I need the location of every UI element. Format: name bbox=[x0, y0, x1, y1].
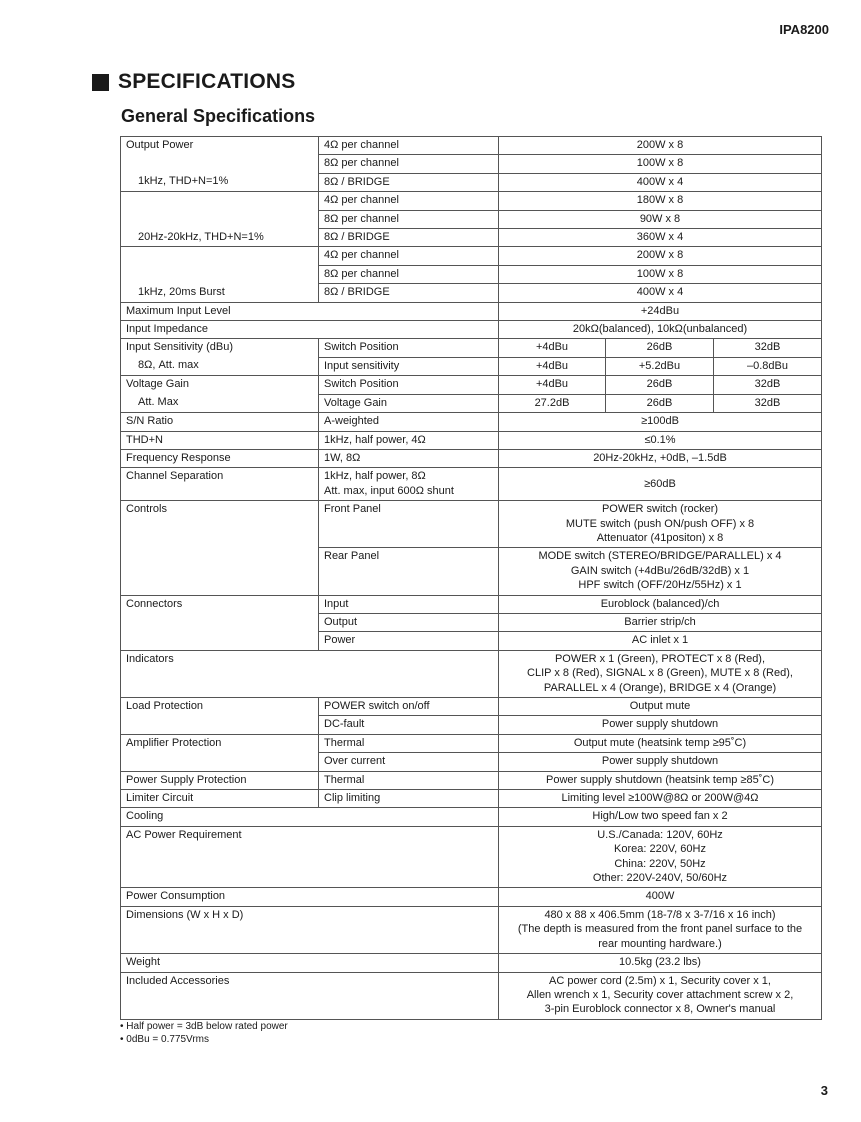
table-row bbox=[121, 339, 822, 357]
spec-value bbox=[499, 501, 822, 548]
table-row bbox=[121, 431, 822, 449]
table-row bbox=[121, 210, 822, 228]
spec-value: ≥100dB bbox=[499, 413, 822, 431]
table-row bbox=[121, 284, 822, 302]
table-row bbox=[121, 888, 822, 906]
spec-value: High/Low two speed fan x 2 bbox=[499, 808, 822, 826]
table-row bbox=[121, 790, 822, 808]
spec-value: 32dB bbox=[714, 376, 822, 394]
spec-value: +4dBu bbox=[499, 357, 606, 375]
spec-value: Output mute bbox=[499, 698, 822, 716]
spec-param: 8Ω / BRIDGE bbox=[319, 173, 499, 191]
spec-param: Switch Position bbox=[319, 339, 499, 357]
spec-param: Over current bbox=[319, 753, 499, 771]
spec-value: Power supply shutdown (heatsink temp ≥85˚C) bbox=[499, 771, 822, 789]
spec-param: 8Ω / BRIDGE bbox=[319, 284, 499, 302]
spec-param: Voltage Gain bbox=[319, 394, 499, 412]
table-row bbox=[121, 650, 822, 697]
spec-value-line: U.S./Canada: 120V, 60Hz bbox=[597, 828, 723, 841]
table-row bbox=[121, 954, 822, 972]
spec-value: 32dB bbox=[714, 339, 822, 357]
spec-label: Cooling bbox=[121, 808, 499, 826]
spec-value: 26dB bbox=[606, 339, 714, 357]
spec-value: Power supply shutdown bbox=[499, 753, 822, 771]
spec-value: 20kΩ(balanced), 10kΩ(unbalanced) bbox=[499, 321, 822, 339]
table-row bbox=[121, 771, 822, 789]
spec-value bbox=[499, 906, 822, 953]
spec-param: Switch Position bbox=[319, 376, 499, 394]
spec-value: +24dBu bbox=[499, 302, 822, 320]
table-row bbox=[121, 826, 822, 888]
spec-table bbox=[120, 136, 822, 1020]
spec-value-line: CLIP x 8 (Red), SIGNAL x 8 (Green), MUTE x 8 (Red), bbox=[527, 667, 793, 680]
table-row bbox=[121, 753, 822, 771]
spec-value: +4dBu bbox=[499, 339, 606, 357]
spec-label: Frequency Response bbox=[121, 449, 319, 467]
table-row bbox=[121, 357, 822, 375]
spec-value: +4dBu bbox=[499, 376, 606, 394]
section-heading bbox=[92, 70, 295, 94]
table-row bbox=[121, 716, 822, 734]
spec-label: Indicators bbox=[121, 650, 499, 697]
table-row bbox=[121, 468, 822, 501]
spec-label: Dimensions (W x H x D) bbox=[121, 906, 499, 953]
spec-label: S/N Ratio bbox=[121, 413, 319, 431]
spec-value: 100W x 8 bbox=[499, 265, 822, 283]
table-row bbox=[121, 265, 822, 283]
spec-value bbox=[499, 826, 822, 888]
spec-param: 4Ω per channel bbox=[319, 192, 499, 210]
spec-label: Output Power bbox=[121, 137, 319, 155]
table-row bbox=[121, 808, 822, 826]
spec-value-line: (The depth is measured from the front panel surface to the bbox=[517, 923, 803, 936]
spec-value: 100W x 8 bbox=[499, 155, 822, 173]
spec-param: Output bbox=[319, 613, 499, 631]
table-row bbox=[121, 173, 822, 191]
spec-value-line: MODE switch (STEREO/BRIDGE/PARALLEL) x 4 bbox=[538, 550, 782, 563]
spec-value: 400W x 4 bbox=[499, 173, 822, 191]
spec-value-line: HPF switch (OFF/20Hz/55Hz) x 1 bbox=[578, 579, 742, 592]
spec-param: Clip limiting bbox=[319, 790, 499, 808]
spec-label: Controls bbox=[121, 501, 319, 548]
spec-param: Power bbox=[319, 632, 499, 650]
footnote: • Half power = 3dB below rated power bbox=[120, 1021, 288, 1032]
spec-value-line: Korea: 220V, 60Hz bbox=[614, 843, 706, 856]
spec-label: THD+N bbox=[121, 431, 319, 449]
spec-param: 8Ω per channel bbox=[319, 210, 499, 228]
table-row bbox=[121, 972, 822, 1019]
spec-condition: Att. Max bbox=[121, 394, 319, 412]
table-row bbox=[121, 698, 822, 716]
spec-label: Voltage Gain bbox=[121, 376, 319, 394]
table-row bbox=[121, 413, 822, 431]
table-row bbox=[121, 192, 822, 210]
spec-value: ≤0.1% bbox=[499, 431, 822, 449]
spec-value: Limiting level ≥100W@8Ω or 200W@4Ω bbox=[499, 790, 822, 808]
spec-condition: 1kHz, THD+N=1% bbox=[121, 173, 319, 191]
table-row bbox=[121, 449, 822, 467]
spec-param: Input bbox=[319, 595, 499, 613]
spec-label: Amplifier Protection bbox=[121, 734, 319, 752]
spec-value: 90W x 8 bbox=[499, 210, 822, 228]
table-row bbox=[121, 734, 822, 752]
table-row bbox=[121, 632, 822, 650]
table-row bbox=[121, 394, 822, 412]
page-number: 3 bbox=[820, 1083, 828, 1098]
spec-param: Thermal bbox=[319, 771, 499, 789]
spec-value-line: 3-pin Euroblock connector x 8, Owner's manual bbox=[544, 1003, 776, 1016]
table-row bbox=[121, 548, 822, 595]
spec-param: A-weighted bbox=[319, 413, 499, 431]
spec-param: Thermal bbox=[319, 734, 499, 752]
spec-value-line: POWER x 1 (Green), PROTECT x 8 (Red), bbox=[554, 652, 766, 665]
spec-value bbox=[499, 548, 822, 595]
spec-param: 8Ω per channel bbox=[319, 265, 499, 283]
spec-value: AC inlet x 1 bbox=[499, 632, 822, 650]
spec-value-line: Attenuator (41positon) x 8 bbox=[596, 531, 724, 544]
spec-label: Input Sensitivity (dBu) bbox=[121, 339, 319, 357]
spec-value: –0.8dBu bbox=[714, 357, 822, 375]
table-row bbox=[121, 229, 822, 247]
footnotes bbox=[120, 1020, 288, 1046]
spec-value: 360W x 4 bbox=[499, 229, 822, 247]
section-bullet-square-icon bbox=[92, 74, 109, 91]
spec-label: Power Supply Protection bbox=[121, 771, 319, 789]
table-row bbox=[121, 595, 822, 613]
spec-label: Included Accessories bbox=[121, 972, 499, 1019]
spec-value: ≥60dB bbox=[499, 468, 822, 501]
spec-value-line: Other: 220V-240V, 50/60Hz bbox=[592, 872, 728, 885]
table-row bbox=[121, 613, 822, 631]
spec-value: 20Hz-20kHz, +0dB, –1.5dB bbox=[499, 449, 822, 467]
spec-param: POWER switch on/off bbox=[319, 698, 499, 716]
spec-param: Rear Panel bbox=[319, 548, 499, 595]
spec-label: Load Protection bbox=[121, 698, 319, 716]
spec-value-line: rear mounting hardware.) bbox=[598, 937, 722, 950]
spec-param: Input sensitivity bbox=[319, 357, 499, 375]
table-row bbox=[121, 302, 822, 320]
spec-label: Channel Separation bbox=[121, 468, 319, 501]
spec-value bbox=[499, 972, 822, 1019]
table-row bbox=[121, 155, 822, 173]
spec-param: DC-fault bbox=[319, 716, 499, 734]
footnote: • 0dBu = 0.775Vrms bbox=[120, 1034, 210, 1045]
spec-value-line: GAIN switch (+4dBu/26dB/32dB) x 1 bbox=[570, 564, 750, 577]
subtitle: General Specifications bbox=[121, 106, 316, 126]
spec-value: 26dB bbox=[606, 394, 714, 412]
model-number: IPA8200 bbox=[779, 22, 829, 37]
spec-value: 10.5kg (23.2 lbs) bbox=[499, 954, 822, 972]
spec-param: 4Ω per channel bbox=[319, 247, 499, 265]
spec-value: 200W x 8 bbox=[499, 137, 822, 155]
spec-param: 1kHz, half power, 4Ω bbox=[319, 431, 499, 449]
spec-value-line: Allen wrench x 1, Security cover attachment screw x 2, bbox=[526, 988, 794, 1001]
spec-label: AC Power Requirement bbox=[121, 826, 499, 888]
spec-label: Power Consumption bbox=[121, 888, 499, 906]
table-row bbox=[121, 137, 822, 155]
spec-condition: 1kHz, 20ms Burst bbox=[121, 284, 319, 302]
table-row bbox=[121, 376, 822, 394]
spec-value: Output mute (heatsink temp ≥95˚C) bbox=[499, 734, 822, 752]
spec-value: 400W x 4 bbox=[499, 284, 822, 302]
table-row bbox=[121, 321, 822, 339]
spec-value: Power supply shutdown bbox=[499, 716, 822, 734]
spec-param: 4Ω per channel bbox=[319, 137, 499, 155]
spec-param: 8Ω per channel bbox=[319, 155, 499, 173]
spec-value-line: MUTE switch (push ON/push OFF) x 8 bbox=[565, 517, 755, 530]
table-row bbox=[121, 247, 822, 265]
spec-param bbox=[319, 468, 499, 501]
spec-value: 26dB bbox=[606, 376, 714, 394]
spec-param-line: Att. max, input 600Ω shunt bbox=[324, 484, 454, 497]
spec-param: Front Panel bbox=[319, 501, 499, 548]
spec-param: 1W, 8Ω bbox=[319, 449, 499, 467]
spec-value-line: PARALLEL x 4 (Orange), BRIDGE x 4 (Orange) bbox=[543, 681, 777, 694]
spec-label: Connectors bbox=[121, 595, 319, 613]
spec-label: Limiter Circuit bbox=[121, 790, 319, 808]
spec-value-line: China: 220V, 50Hz bbox=[614, 857, 706, 870]
spec-value-line: 480 x 88 x 406.5mm (18-7/8 x 3-7/16 x 16 inch) bbox=[544, 908, 776, 921]
spec-value: 200W x 8 bbox=[499, 247, 822, 265]
spec-value-line: POWER switch (rocker) bbox=[601, 503, 719, 516]
spec-value: 400W bbox=[499, 888, 822, 906]
spec-value bbox=[499, 650, 822, 697]
spec-label: Maximum Input Level bbox=[121, 302, 499, 320]
spec-value-line: AC power cord (2.5m) x 1, Security cover x 1, bbox=[549, 974, 771, 987]
spec-condition: 20Hz-20kHz, THD+N=1% bbox=[121, 229, 319, 247]
table-row bbox=[121, 501, 822, 548]
spec-value: Euroblock (balanced)/ch bbox=[499, 595, 822, 613]
spec-condition: 8Ω, Att. max bbox=[121, 357, 319, 375]
spec-value: 32dB bbox=[714, 394, 822, 412]
spec-value: +5.2dBu bbox=[606, 357, 714, 375]
spec-param: 8Ω / BRIDGE bbox=[319, 229, 499, 247]
spec-value: Barrier strip/ch bbox=[499, 613, 822, 631]
spec-value: 27.2dB bbox=[499, 394, 606, 412]
spec-label: Weight bbox=[121, 954, 499, 972]
section-title: SPECIFICATIONS bbox=[118, 70, 296, 93]
spec-label: Input Impedance bbox=[121, 321, 499, 339]
table-row bbox=[121, 906, 822, 953]
spec-param-line: 1kHz, half power, 8Ω bbox=[324, 470, 426, 483]
spec-value: 180W x 8 bbox=[499, 192, 822, 210]
